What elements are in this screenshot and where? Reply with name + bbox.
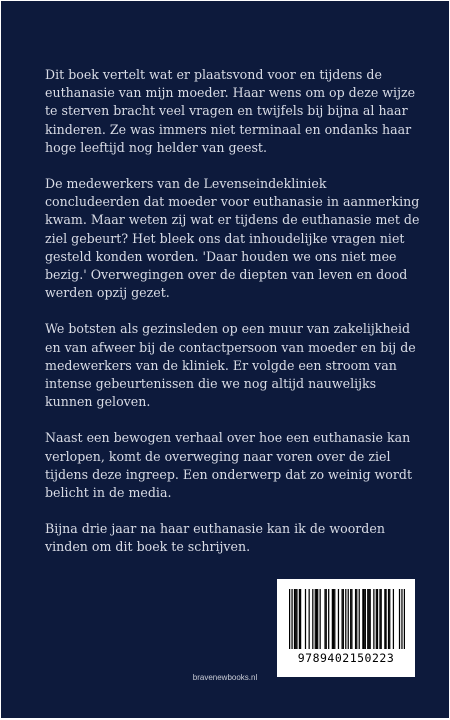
isbn-number: 9789402150223 <box>297 651 395 665</box>
blurb-paragraph-2: De medewerkers van de Levenseindekliniek concludeerden dat moeder voor euthanasie in aanmerking kwam. Maar weten zij wat er tijdens de euthanasie met de ziel gebeurt? Het bleek ons dat inhoudelijke vragen niet gesteld konden worden. 'Daar houden we ons niet mee bezig.' Overwegingen over de diepten van leven en dood werden opzij gezet. <box>45 176 420 301</box>
barcode-bar <box>320 589 321 649</box>
barcode-bar <box>370 589 371 649</box>
barcode-bar <box>399 589 400 649</box>
barcode-bar <box>363 589 364 649</box>
barcode-bar <box>384 589 385 649</box>
barcode-bar <box>401 589 402 649</box>
barcode-bar <box>343 589 344 649</box>
barcode-bar <box>355 589 356 649</box>
barcode-bar <box>376 589 377 649</box>
barcode-bar <box>295 589 296 649</box>
barcode-bar <box>359 589 360 649</box>
barcode-bar <box>342 589 343 649</box>
barcode-bar <box>381 589 382 649</box>
barcode-bar <box>289 589 290 649</box>
barcode-bar <box>312 589 313 649</box>
barcode-bar <box>296 589 297 649</box>
barcode-bar <box>377 589 378 649</box>
blurb-paragraph-1: Dit boek vertelt wat er plaatsvond voor en tijdens de euthanasie van mijn moeder. Haar wens om op deze wijze te sterven bracht veel vragen en twijfels bij bijna al haar kinderen. Ze was immers niet terminaal en ondanks haar hoge leeftijd nog helder van geest. <box>45 67 416 155</box>
barcode-bar <box>333 589 334 649</box>
barcode-bar <box>345 589 346 649</box>
barcode-bar <box>367 589 368 649</box>
barcode-bar <box>332 589 333 649</box>
barcode-bar <box>373 589 374 649</box>
barcode-bar <box>351 589 352 649</box>
barcode-bar <box>334 589 335 649</box>
blurb-paragraph-5: Bijna drie jaar na haar euthanasie kan ik de woorden vinden om dit boek te schrijven. <box>45 521 385 555</box>
barcode-bar <box>324 589 325 649</box>
barcode-bar <box>404 589 405 649</box>
barcode-bar <box>368 589 369 649</box>
barcode-bar <box>294 589 295 649</box>
barcode-bar <box>388 589 389 649</box>
barcode-bar <box>316 589 317 649</box>
barcode-bar <box>305 589 306 649</box>
barcode-bar <box>326 589 327 649</box>
barcode-bar <box>291 589 292 649</box>
barcode-bar <box>356 589 357 649</box>
barcode-bar <box>317 589 318 649</box>
back-cover-blurb <box>45 66 425 575</box>
barcode-bar <box>393 589 394 649</box>
barcode-bar <box>338 589 339 649</box>
barcode-bar <box>309 589 310 649</box>
barcode-bar <box>365 589 366 649</box>
barcode-bar <box>315 589 316 649</box>
barcode-bar <box>300 589 301 649</box>
barcode-bar <box>385 589 386 649</box>
blurb-paragraph-4: Naast een bewogen verhaal over hoe een euthanasie kan verlopen, komt de overweging naar voren over de ziel tijdens deze ingreep. Een onderwerp dat zo weinig wordt belicht in de media. <box>45 430 413 501</box>
barcode-bar <box>389 589 390 649</box>
barcode-bar <box>362 589 363 649</box>
isbn-barcode <box>277 579 415 677</box>
back-cover <box>1 1 449 718</box>
barcode-bars <box>289 589 405 649</box>
barcode-bar <box>348 589 349 649</box>
barcode-bar <box>379 589 380 649</box>
barcode-bar <box>328 589 329 649</box>
publisher-website: bravenewbooks.nl <box>192 673 258 682</box>
barcode-bar <box>350 589 351 649</box>
blurb-paragraph-3: We botsten als gezinsleden op een muur van zakelijkheid en van afweer bij de contactpersoon van moeder en bij de medewerkers van de kliniek. Er volgde een stroom van intense gebeurtenissen die we nog altijd nauwelijks kunnen geloven. <box>45 321 416 410</box>
barcode-bar <box>299 589 300 649</box>
